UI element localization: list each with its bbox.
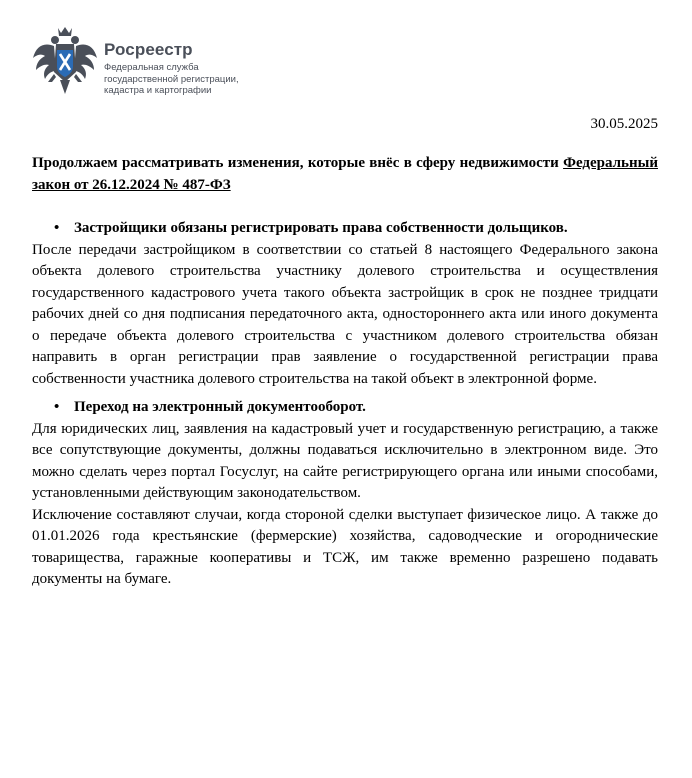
bullet-text: Переход на электронный документооборот. <box>74 399 366 415</box>
document-date: 30.05.2025 <box>590 116 658 132</box>
organization-title <box>104 40 239 97</box>
intro-text: Продолжаем рассматривать изменения, которые внёс в сферу недвижимости <box>32 155 564 171</box>
organization-subtitle <box>104 62 239 97</box>
paragraph: После передачи застройщиком в соответствии со статьей 8 настоящего Федерального закона объекта долевого строительства участнику долевого строительства и осуществления государственного кадастрового учета такого объекта застройщик в срок не позднее тридцати рабочих дней со дня подписания передаточного акта, одностороннего акта или иного документа о передаче объекта долевого строительства с участником долевого строительства обязан направить в орган регистрации прав заявление о государственной регистрации права собственности участника долевого строительства на такой объект в электронной форме. <box>32 241 658 387</box>
bullet-icon: • <box>54 399 60 415</box>
bullet-item <box>32 218 658 240</box>
organization-subtitle-line: кадастра и картографии <box>104 85 212 96</box>
document-body <box>32 153 658 591</box>
document-header <box>32 24 332 100</box>
rosreestr-emblem-icon <box>32 24 98 96</box>
bullet-text: Застройщики обязаны регистрировать права собственности дольщиков. <box>74 220 568 236</box>
bullet-icon: • <box>54 220 60 236</box>
law-reference: Федеральный закон от 26.12.2024 № 487-ФЗ <box>32 155 658 193</box>
organization-name: Росреестр <box>104 40 193 59</box>
paragraph: Для юридических лиц, заявления на кадастровый учет и государственную регистрацию, а также все сопутствующие документы, должны подаваться исключительно в электронном виде. Это можно сделать через портал Госуслуг, на сайте регистрирующего органа или иными способами, установленными действующим законодательством. <box>32 420 658 501</box>
organization-subtitle-line: Федеральная служба <box>104 62 199 73</box>
intro-heading <box>32 153 658 196</box>
organization-subtitle-line: государственной регистрации, <box>104 73 239 85</box>
paragraph: Исключение составляют случаи, когда стороной сделки выступает физическое лицо. А также до 01.01.2026 года крестьянские (фермерские) хозяйства, садоводческие и огороднические товарищества, гаражные кооперативы и ТСЖ, им также временно разрешено подавать документы на бумаге. <box>32 506 658 587</box>
bullet-item <box>32 397 658 419</box>
